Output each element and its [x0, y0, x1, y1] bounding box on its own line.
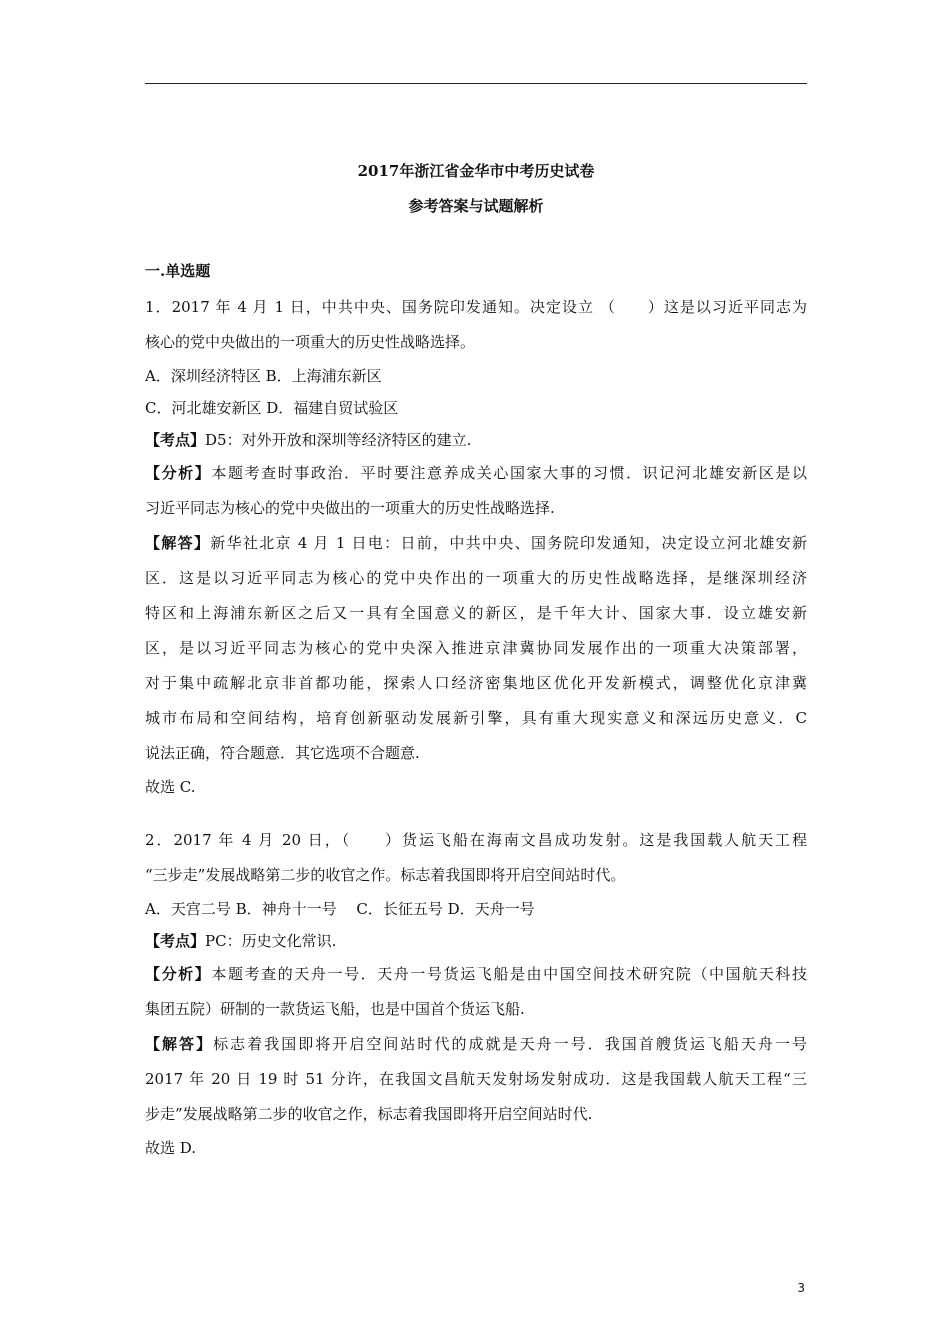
- jieda-line: 2017 年 20 日 19 时 51 分许，在我国文昌航天发射场发射成功．这是我国载人航天工程“三: [145, 1070, 807, 1088]
- document-subtitle: 参考答案与试题解析: [408, 197, 544, 215]
- fenxi-line: [145, 456, 807, 491]
- document-title: 2017年浙江省金华市中考历史试卷: [357, 162, 595, 180]
- jieda-line: 说法正确，符合题意．其它选项不合题意.: [145, 744, 420, 762]
- kaodian-line: [145, 424, 807, 456]
- page-number: 3: [797, 1281, 805, 1295]
- kaodian-line: [145, 925, 807, 957]
- jieda-line: [145, 526, 807, 561]
- kaodian-text: D5：对外开放和深圳等经济特区的建立.: [205, 431, 472, 449]
- answer-line: 故选 C.: [145, 778, 196, 796]
- question-stem-line: 1．2017 年 4 月 1 日，中共中央、国务院印发通知。决定设立 （ ）这是以习近平同志为: [145, 298, 807, 316]
- question-1: [145, 290, 807, 803]
- jieda-line: 区，是以习近平同志为核心的党中央深入推进京津冀协同发展作出的一项重大决策部署，: [145, 639, 807, 657]
- question-stem-line: 核心的党中央做出的一项重大的历史性战略选择。: [145, 333, 476, 351]
- question-stem-line: 2．2017 年 4 月 20 日，（ ）货运飞船在海南文昌成功发射。这是我国载人航天工程: [145, 831, 807, 849]
- kaodian-tag: 【考点】: [145, 932, 206, 950]
- fenxi-line: [145, 957, 807, 992]
- question-2: [145, 823, 807, 1164]
- fenxi-line: 习近平同志为核心的党中央做出的一项重大的历史性战略选择.: [145, 499, 555, 517]
- question-stem-line: “三步走”发展战略第二步的收官之作。标志着我国即将开启空间站时代。: [145, 866, 626, 884]
- options-line: A．深圳经济特区 B．上海浦东新区: [145, 367, 382, 385]
- fenxi-tag: 【分析】: [145, 464, 212, 482]
- fenxi-tag: 【分析】: [145, 965, 212, 983]
- options-line: A．天宫二号 B．神舟十一号 C．长征五号 D．天舟一号: [145, 900, 535, 918]
- fenxi-text: 本题考查时事政治．平时要注意养成关心国家大事的习惯．识记河北雄安新区是以: [211, 464, 807, 482]
- jieda-line: 特区和上海浦东新区之后又一具有全国意义的新区，是千年大计、国家大事．设立雄安新: [145, 604, 807, 622]
- jieda-line: [145, 1027, 807, 1062]
- fenxi-text: 本题考查的天舟一号．天舟一号货运飞船是由中国空间技术研究院（中国航天科技: [211, 965, 807, 983]
- jieda-line: 步走”发展战略第二步的收官之作，标志着我国即将开启空间站时代.: [145, 1105, 593, 1123]
- jieda-line: 城市布局和空间结构，培育创新驱动发展新引擎，具有重大现实意义和深远历史意义．C: [145, 709, 807, 727]
- answer-line: 故选 D.: [145, 1139, 197, 1157]
- jieda-text: 标志着我国即将开启空间站时代的成就是天舟一号．我国首艘货运飞船天舟一号: [213, 1035, 807, 1053]
- section-heading: 一.单选题: [145, 262, 211, 280]
- kaodian-tag: 【考点】: [145, 431, 206, 449]
- jieda-line: 对于集中疏解北京非首都功能，探索人口经济密集地区优化开发新模式，调整优化京津冀: [145, 674, 807, 692]
- jieda-text: 新华社北京 4 月 1 日电：日前，中共中央、国务院印发通知，决定设立河北雄安新: [210, 534, 807, 552]
- kaodian-text: PC：历史文化常识.: [205, 932, 337, 950]
- fenxi-line: 集团五院）研制的一款货运飞船，也是中国首个货运飞船.: [145, 1000, 525, 1018]
- jieda-line: 区．这是以习近平同志为核心的党中央作出的一项重大的历史性战略选择，是继深圳经济: [145, 569, 807, 587]
- options-line: C．河北雄安新区 D．福建自贸试验区: [145, 399, 399, 417]
- jieda-tag: 【解答】: [145, 1035, 214, 1053]
- header-rule: [145, 83, 807, 84]
- jieda-tag: 【解答】: [145, 534, 211, 552]
- document-body: [145, 260, 807, 1164]
